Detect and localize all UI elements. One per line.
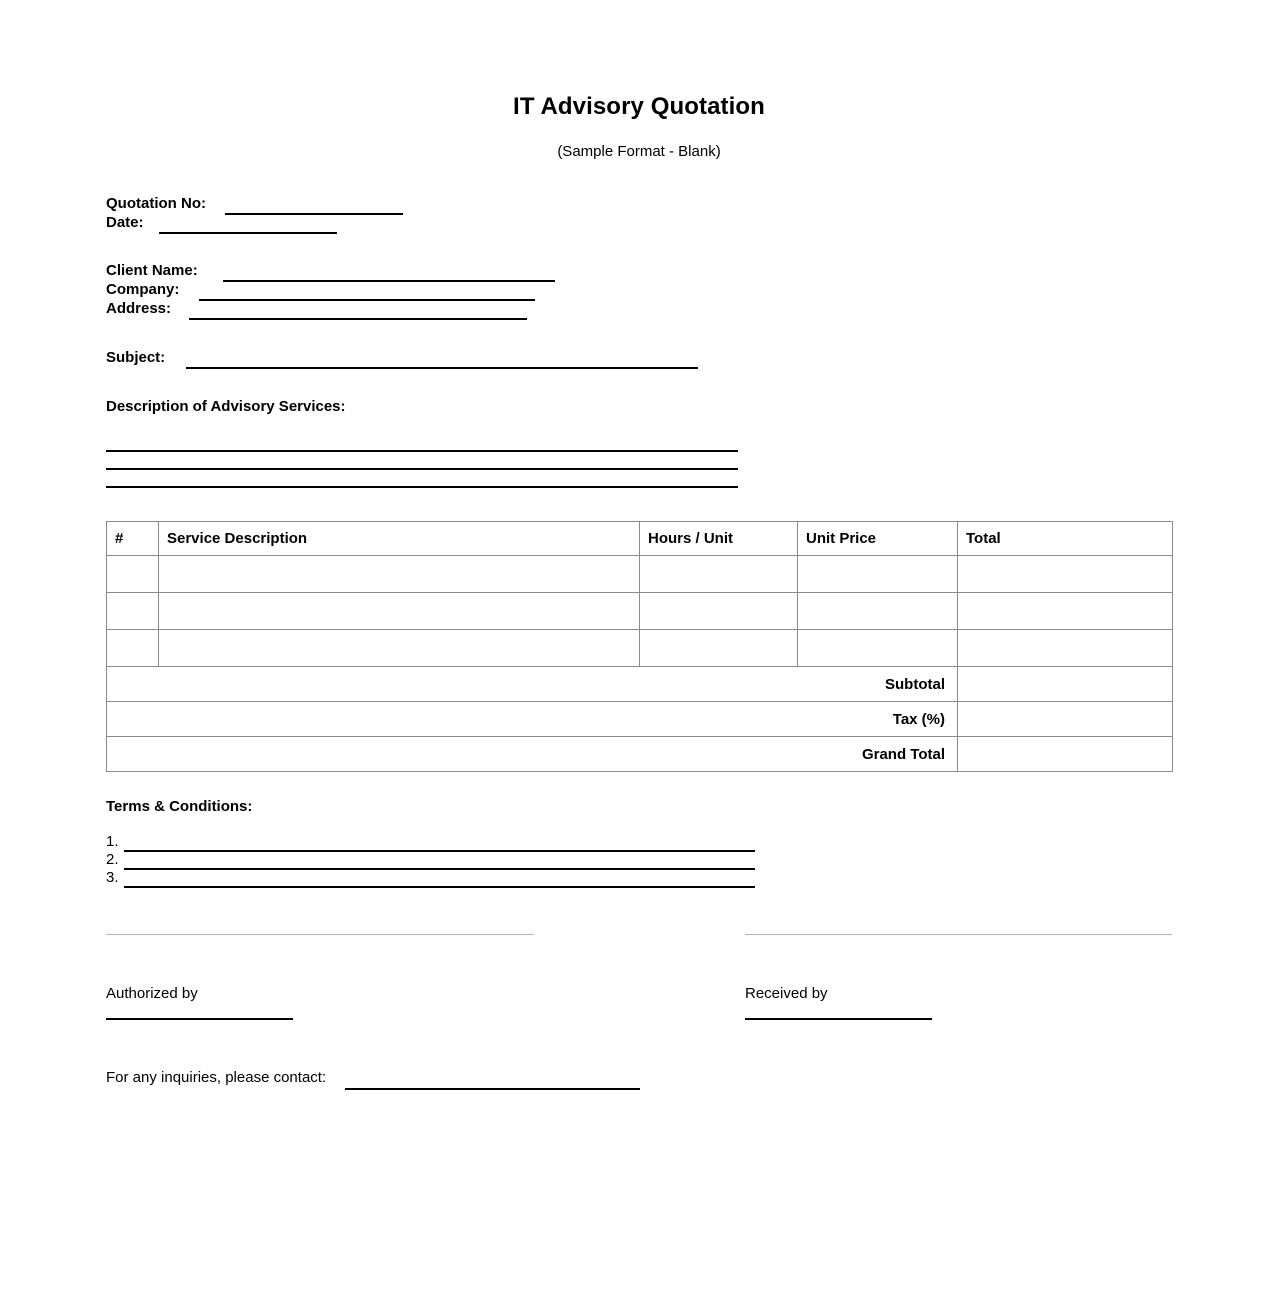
description-line-3[interactable] <box>106 486 738 488</box>
address-input[interactable] <box>189 318 527 320</box>
terms-heading: Terms & Conditions: <box>106 798 253 815</box>
table-row[interactable] <box>107 593 1173 630</box>
company-row <box>106 280 179 300</box>
description-line-2[interactable] <box>106 468 738 470</box>
cell-total[interactable] <box>958 630 1173 667</box>
column-header-unit-price: Unit Price <box>798 522 958 556</box>
cell-hours-unit[interactable] <box>640 593 798 630</box>
column-header-hours-unit: Hours / Unit <box>640 522 798 556</box>
date-row <box>106 213 144 233</box>
table-header <box>107 522 1173 556</box>
cell-total[interactable] <box>958 556 1173 593</box>
quotation-no-input[interactable] <box>225 213 403 215</box>
table-row[interactable] <box>107 556 1173 593</box>
term-number-2: 2. <box>106 851 119 868</box>
cell-service-description[interactable] <box>159 630 640 667</box>
tax-label: Tax (%) <box>107 702 958 737</box>
client-name-input[interactable] <box>223 280 555 282</box>
page-title: IT Advisory Quotation <box>513 93 765 120</box>
term-input-1[interactable] <box>124 850 755 852</box>
company-input[interactable] <box>199 299 535 301</box>
cell-service-description[interactable] <box>159 593 640 630</box>
subtotal-value[interactable] <box>958 667 1173 702</box>
column-header-service-description: Service Description <box>159 522 640 556</box>
service-items-table <box>106 521 1173 772</box>
tax-row <box>107 702 1173 737</box>
table-header-row <box>107 522 1173 556</box>
description-heading: Description of Advisory Services: <box>106 398 346 415</box>
contact-label: For any inquiries, please contact: <box>106 1069 327 1086</box>
received-by-label: Received by <box>745 985 828 1002</box>
received-signature-divider <box>745 934 1172 935</box>
table-body <box>107 556 1173 772</box>
received-by-input[interactable] <box>745 1018 932 1020</box>
address-label: Address: <box>106 300 172 317</box>
subject-input[interactable] <box>186 367 698 369</box>
cell-hours-unit[interactable] <box>640 556 798 593</box>
term-input-2[interactable] <box>124 868 755 870</box>
cell-service-description[interactable] <box>159 556 640 593</box>
grand-total-label: Grand Total <box>107 737 958 772</box>
authorized-by-label: Authorized by <box>106 985 198 1002</box>
grand-total-row <box>107 737 1173 772</box>
subject-row <box>106 348 165 368</box>
term-input-3[interactable] <box>124 886 755 888</box>
table-row[interactable] <box>107 630 1173 667</box>
subtotal-row <box>107 667 1173 702</box>
tax-value[interactable] <box>958 702 1173 737</box>
contact-input[interactable] <box>345 1088 640 1090</box>
subject-label: Subject: <box>106 349 166 366</box>
quotation-no-row <box>106 194 206 214</box>
subtotal-label: Subtotal <box>107 667 958 702</box>
column-header-total: Total <box>958 522 1173 556</box>
cell-number[interactable] <box>107 556 159 593</box>
cell-unit-price[interactable] <box>798 593 958 630</box>
page-subtitle: (Sample Format - Blank) <box>557 143 721 160</box>
description-line-1[interactable] <box>106 450 738 452</box>
cell-number[interactable] <box>107 593 159 630</box>
address-row <box>106 299 171 319</box>
date-input[interactable] <box>159 232 337 234</box>
cell-unit-price[interactable] <box>798 556 958 593</box>
grand-total-value[interactable] <box>958 737 1173 772</box>
company-label: Company: <box>106 281 180 298</box>
cell-total[interactable] <box>958 593 1173 630</box>
cell-number[interactable] <box>107 630 159 667</box>
cell-hours-unit[interactable] <box>640 630 798 667</box>
term-number-1: 1. <box>106 833 119 850</box>
date-label: Date: <box>106 214 144 231</box>
quotation-no-label: Quotation No: <box>106 195 206 212</box>
column-header-number: # <box>107 522 159 556</box>
term-number-3: 3. <box>106 869 119 886</box>
authorized-by-input[interactable] <box>106 1018 293 1020</box>
cell-unit-price[interactable] <box>798 630 958 667</box>
authorized-signature-divider <box>106 934 534 935</box>
client-name-row <box>106 261 198 281</box>
client-name-label: Client Name: <box>106 262 198 279</box>
